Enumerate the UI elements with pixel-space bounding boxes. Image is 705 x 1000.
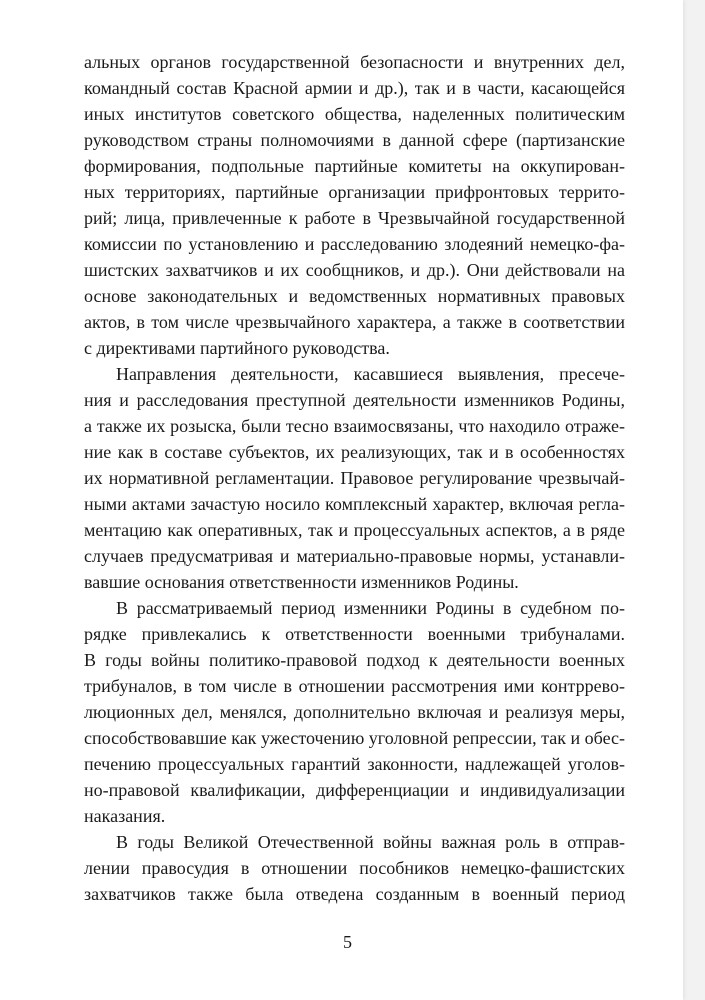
text-line: люционных дел, менялся, дополнительно включая и реализуя меры, xyxy=(84,702,625,722)
text-line: трибуналов, в том числе в отношении рассмотрения ими контррево- xyxy=(84,676,625,696)
text-line: руководством страны полномочиями в данной сфере (партизанские xyxy=(84,130,625,150)
text-line: В годы Великой Отечественной войны важная роль в отправ- xyxy=(116,832,625,852)
text-line: вавшие основания ответственности изменников Родины. xyxy=(84,572,519,592)
paragraph xyxy=(84,361,625,595)
text-line: иных институтов советского общества, наделенных политическим xyxy=(84,104,625,124)
page-number: 5 xyxy=(343,932,352,952)
text-line: захватчиков также была отведена созданным в военный период xyxy=(84,884,625,904)
body-text xyxy=(84,49,625,907)
text-line: наказания. xyxy=(84,806,166,826)
text-line: шистских захватчиков и их сообщников, и др.). Они действовали на xyxy=(84,260,625,280)
text-line: командный состав Красной армии и др.), так и в части, касающейся xyxy=(84,78,625,98)
text-line: а также их розыска, были тесно взаимосвязаны, что находило отраже- xyxy=(84,416,625,436)
paragraph xyxy=(84,49,625,361)
text-line: ментацию как оперативных, так и процессуальных аспектов, а в ряде xyxy=(84,520,625,540)
text-line: ния и расследования преступной деятельности изменников Родины, xyxy=(84,390,625,410)
text-line: актов, в том числе чрезвычайного характера, а также в соответствии xyxy=(84,312,625,332)
paragraph xyxy=(84,595,625,829)
text-line: формирования, подпольные партийные комитеты на оккупирован- xyxy=(84,156,625,176)
text-line: ных территориях, партийные организации прифронтовых террито- xyxy=(84,182,625,202)
text-line: лении правосудия в отношении пособников немецко-фашистских xyxy=(84,858,625,878)
text-line: В рассматриваемый период изменники Родины в судебном по- xyxy=(116,598,625,618)
text-line: ние как в составе субъектов, их реализующих, так и в особенностях xyxy=(84,442,625,462)
text-line: основе законодательных и ведомственных нормативных правовых xyxy=(84,286,625,306)
text-line: рий; лица, привлеченные к работе в Чрезвычайной государственной xyxy=(84,208,625,228)
text-line: их нормативной регламентации. Правовое регулирование чрезвычай- xyxy=(84,468,625,488)
text-line: комиссии по установлению и расследованию злодеяний немецко-фа- xyxy=(84,234,625,254)
text-line: Направления деятельности, касавшиеся выявления, пресече- xyxy=(116,364,625,384)
paragraph xyxy=(84,829,625,907)
text-line: рядке привлекались к ответственности военными трибуналами. xyxy=(84,624,625,644)
text-line: ными актами зачастую носило комплексный характер, включая регла- xyxy=(84,494,625,514)
text-line: с директивами партийного руководства. xyxy=(84,338,390,358)
text-line: печению процессуальных гарантий законности, надлежащей уголов- xyxy=(84,754,625,774)
text-line: В годы войны политико-правовой подход к деятельности военных xyxy=(84,650,625,670)
text-line: но-правовой квалификации, дифференциации и индивидуализации xyxy=(84,780,625,800)
text-line: альных органов государственной безопасности и внутренних дел, xyxy=(84,52,625,72)
text-line: случаев предусматривая и материально-правовые нормы, устанавли- xyxy=(84,546,625,566)
text-line: способствовавшие как ужесточению уголовной репрессии, так и обес- xyxy=(84,728,625,748)
